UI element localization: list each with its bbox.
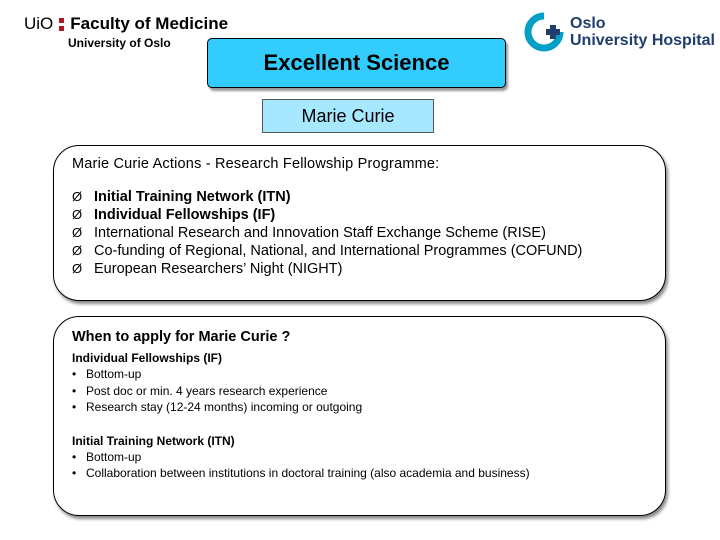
list-item: Ø Individual Fellowships (IF): [72, 207, 276, 223]
actions-list: [72, 188, 649, 278]
bullet-icon: •: [72, 367, 77, 381]
bullet-icon: •: [72, 383, 77, 398]
list-item: • Collaboration between institutions in doctoral training (also academia and business): [72, 466, 530, 480]
uio-logo: [24, 14, 228, 50]
arrow-bullet-icon: Ø: [72, 225, 83, 240]
ous-logo: [524, 12, 715, 52]
page-title: Excellent Science: [207, 38, 506, 88]
if-group: [72, 350, 649, 416]
bullet-icon: •: [72, 449, 77, 464]
list-item: • Research stay (12-24 months) incoming or outgoing: [72, 400, 363, 414]
list-item: • Bottom-up: [72, 367, 142, 381]
bullet-icon: •: [72, 400, 77, 414]
group-title: Individual Fellowships (IF): [72, 351, 223, 365]
arrow-bullet-icon: Ø: [72, 243, 83, 258]
actions-panel: [53, 145, 666, 301]
ous-cross-icon: [524, 12, 564, 52]
arrow-bullet-icon: Ø: [72, 189, 83, 204]
ous-name-line1: Oslo: [570, 15, 606, 32]
list-item: • Bottom-up: [72, 449, 142, 464]
list-item: Ø Initial Training Network (ITN): [72, 189, 291, 205]
arrow-bullet-icon: Ø: [72, 207, 83, 222]
uio-mark: UiO: [24, 14, 54, 33]
list-item: • Post doc or min. 4 years research experience: [72, 383, 328, 398]
bullet-icon: •: [72, 466, 77, 480]
university-name: University of Oslo: [68, 36, 171, 50]
page-subtitle: Marie Curie: [262, 99, 434, 133]
list-item: Ø European Researchers’ Night (NIGHT): [72, 261, 343, 277]
group-title: Initial Training Network (ITN): [72, 433, 235, 448]
itn-group: [72, 433, 649, 482]
arrow-bullet-icon: Ø: [72, 261, 83, 276]
list-item: Ø Co-funding of Regional, National, and International Programmes (COFUND): [72, 243, 583, 259]
when-heading: When to apply for Marie Curie ?: [72, 329, 291, 345]
ous-name-line2: University Hospital: [570, 32, 715, 49]
uio-dots-icon: [59, 18, 64, 31]
when-to-apply-panel: [53, 316, 666, 516]
actions-heading: Marie Curie Actions - Research Fellowship Programme:: [72, 156, 440, 172]
list-item: Ø International Research and Innovation Staff Exchange Scheme (RISE): [72, 225, 546, 241]
faculty-name: Faculty of Medicine: [70, 14, 229, 33]
